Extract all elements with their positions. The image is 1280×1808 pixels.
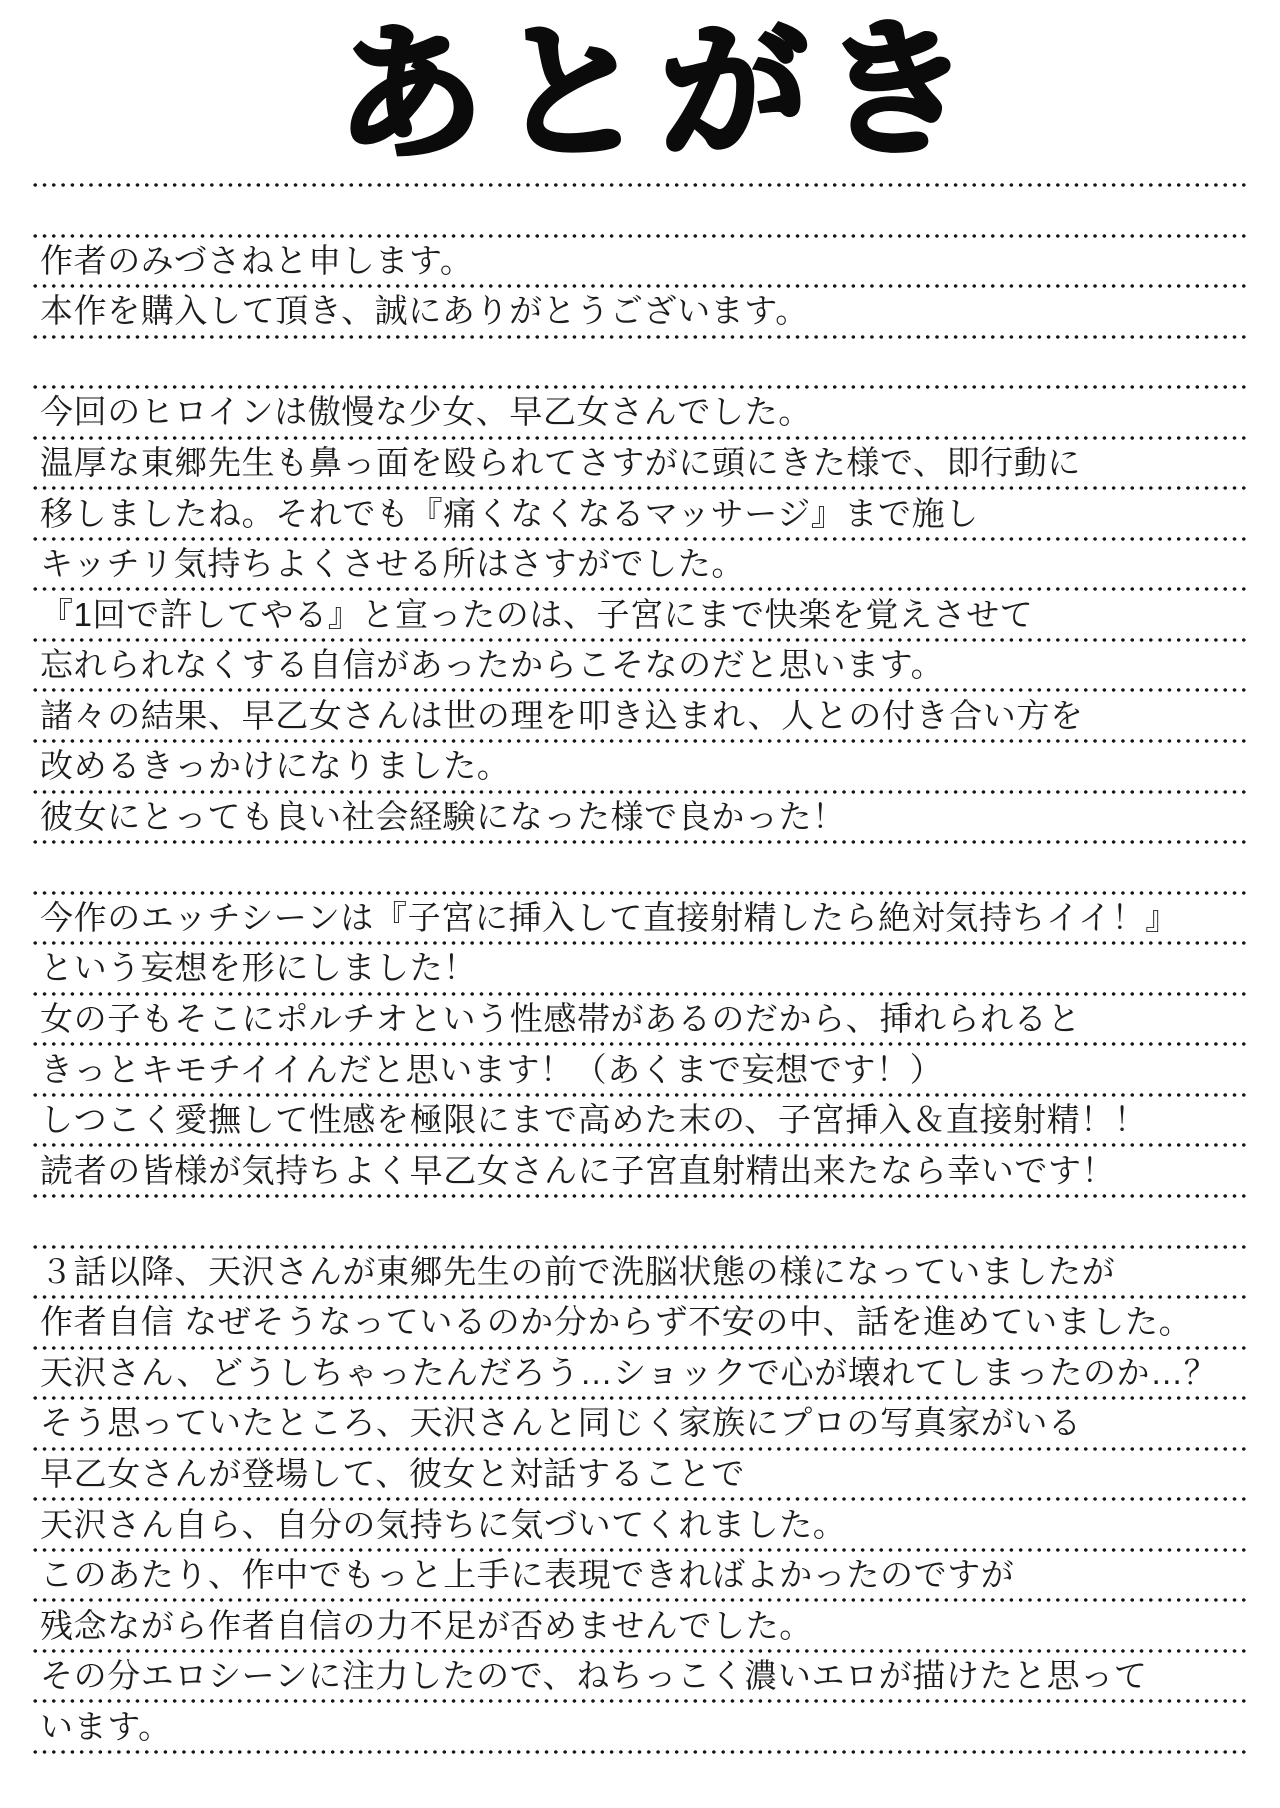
page-title: あとがき: [335, 6, 985, 178]
ruled-sheet: [0, 185, 1280, 1752]
ruled-row: [0, 337, 1280, 388]
ruled-row: [0, 1348, 1280, 1399]
ruled-row: [0, 539, 1280, 590]
ruled-row: [0, 1550, 1280, 1601]
text-line: その分エロシーンに注力したので、ねちっこく濃いエロが描けたと思って: [40, 1657, 1148, 1695]
ruled-row: [0, 1095, 1280, 1146]
ruled-row: [0, 994, 1280, 1045]
text-line: 今回のヒロインは傲慢な少女、早乙女さんでした。: [40, 393, 812, 431]
ruled-row: [0, 1449, 1280, 1500]
ruled-row: [0, 1297, 1280, 1348]
text-line: 残念ながら作者自信の力不足が否めませんでした。: [40, 1606, 813, 1644]
ruled-row: [0, 1499, 1280, 1550]
ruled-row: [0, 893, 1280, 944]
ruled-row: [0, 387, 1280, 438]
ruled-row: [0, 1600, 1280, 1651]
text-line: そう思っていたところ、天沢さんと同じく家族にプロの写真家がいる: [40, 1404, 1082, 1442]
ruled-row: [0, 741, 1280, 792]
ruled-row: [0, 1398, 1280, 1449]
text-line: 天沢さん自ら、自分の気持ちに気づいてくれました。: [40, 1505, 847, 1543]
text-line: 『1回で許してやる』と宣ったのは、子宮にまで快楽を覚えさせて: [40, 595, 1034, 633]
text-line: 彼女にとっても良い社会経験になった様で良かった！: [40, 797, 846, 835]
title-band: [0, 0, 1280, 185]
text-line: ３話以降、天沢さんが東郷先生の前で洗脳状態の様になっていましたが: [40, 1252, 1116, 1290]
text-line: います。: [40, 1707, 172, 1745]
text-line: 女の子もそこにポルチオという性感帯があるのだから、挿れられると: [40, 1000, 1081, 1038]
text-line: 今作のエッチシーンは『子宮に挿入して直接射精したら絶対気持ちイイ！』: [40, 898, 1179, 936]
ruled-row: [0, 640, 1280, 691]
ruled-row: [0, 1651, 1280, 1702]
ruled-row: [0, 792, 1280, 843]
ruled-row: [0, 1701, 1280, 1752]
text-line: しつこく愛撫して性感を極限にまで高めた末の、子宮挿入＆直接射精！！: [40, 1101, 1148, 1139]
ruled-row: [0, 236, 1280, 287]
text-line: きっとキモチイイんだと思います！（あくまで妄想です！）: [40, 1050, 944, 1088]
ruled-row: [0, 488, 1280, 539]
text-line: 移しましたね。それでも『痛くなくなるマッサージ』まで施し: [40, 494, 979, 532]
text-line: キッチリ気持ちよくさせる所はさすがでした。: [40, 545, 745, 583]
ruled-row: [0, 286, 1280, 337]
text-line: 読者の皆様が気持ちよく早乙女さんに子宮直射精出来たなら幸いです！: [40, 1151, 1116, 1189]
ruled-row: [0, 1196, 1280, 1247]
text-line: 温厚な東郷先生も鼻っ面を殴られてさすがに頭にきた様で、即行動に: [40, 443, 1081, 481]
ruled-row: [0, 690, 1280, 741]
text-line: 改めるきっかけになりました。: [40, 747, 511, 785]
text-line: 作者のみづさねと申します。: [40, 241, 474, 279]
text-line: 作者自信 なぜそうなっているのか分からず不安の中、話を進めていました。: [40, 1303, 1193, 1341]
ruled-row: [0, 943, 1280, 994]
ruled-row: [0, 842, 1280, 893]
ruled-row: [0, 589, 1280, 640]
text-line: 諸々の結果、早乙女さんは世の理を叩き込まれ、人との付き合い方を: [40, 696, 1084, 734]
text-line: 天沢さん、どうしちゃったんだろう…ショックで心が壊れてしまったのか…？: [40, 1353, 1218, 1391]
text-line: 忘れられなくする自信があったからこそなのだと思います。: [40, 646, 945, 684]
text-line: このあたり、作中でもっと上手に表現できればよかったのですが: [40, 1556, 1015, 1594]
ruled-row: [0, 1044, 1280, 1095]
ruled-row: [0, 438, 1280, 489]
ruled-row: [0, 1247, 1280, 1298]
ruled-row: [0, 1145, 1280, 1196]
text-line: という妄想を形にしました！: [40, 949, 477, 987]
ruled-row: [0, 185, 1280, 236]
text-line: 早乙女さんが登場して、彼女と対話することで: [40, 1454, 745, 1492]
text-line: 本作を購入して頂き、誠にありがとうございます。: [40, 292, 809, 330]
